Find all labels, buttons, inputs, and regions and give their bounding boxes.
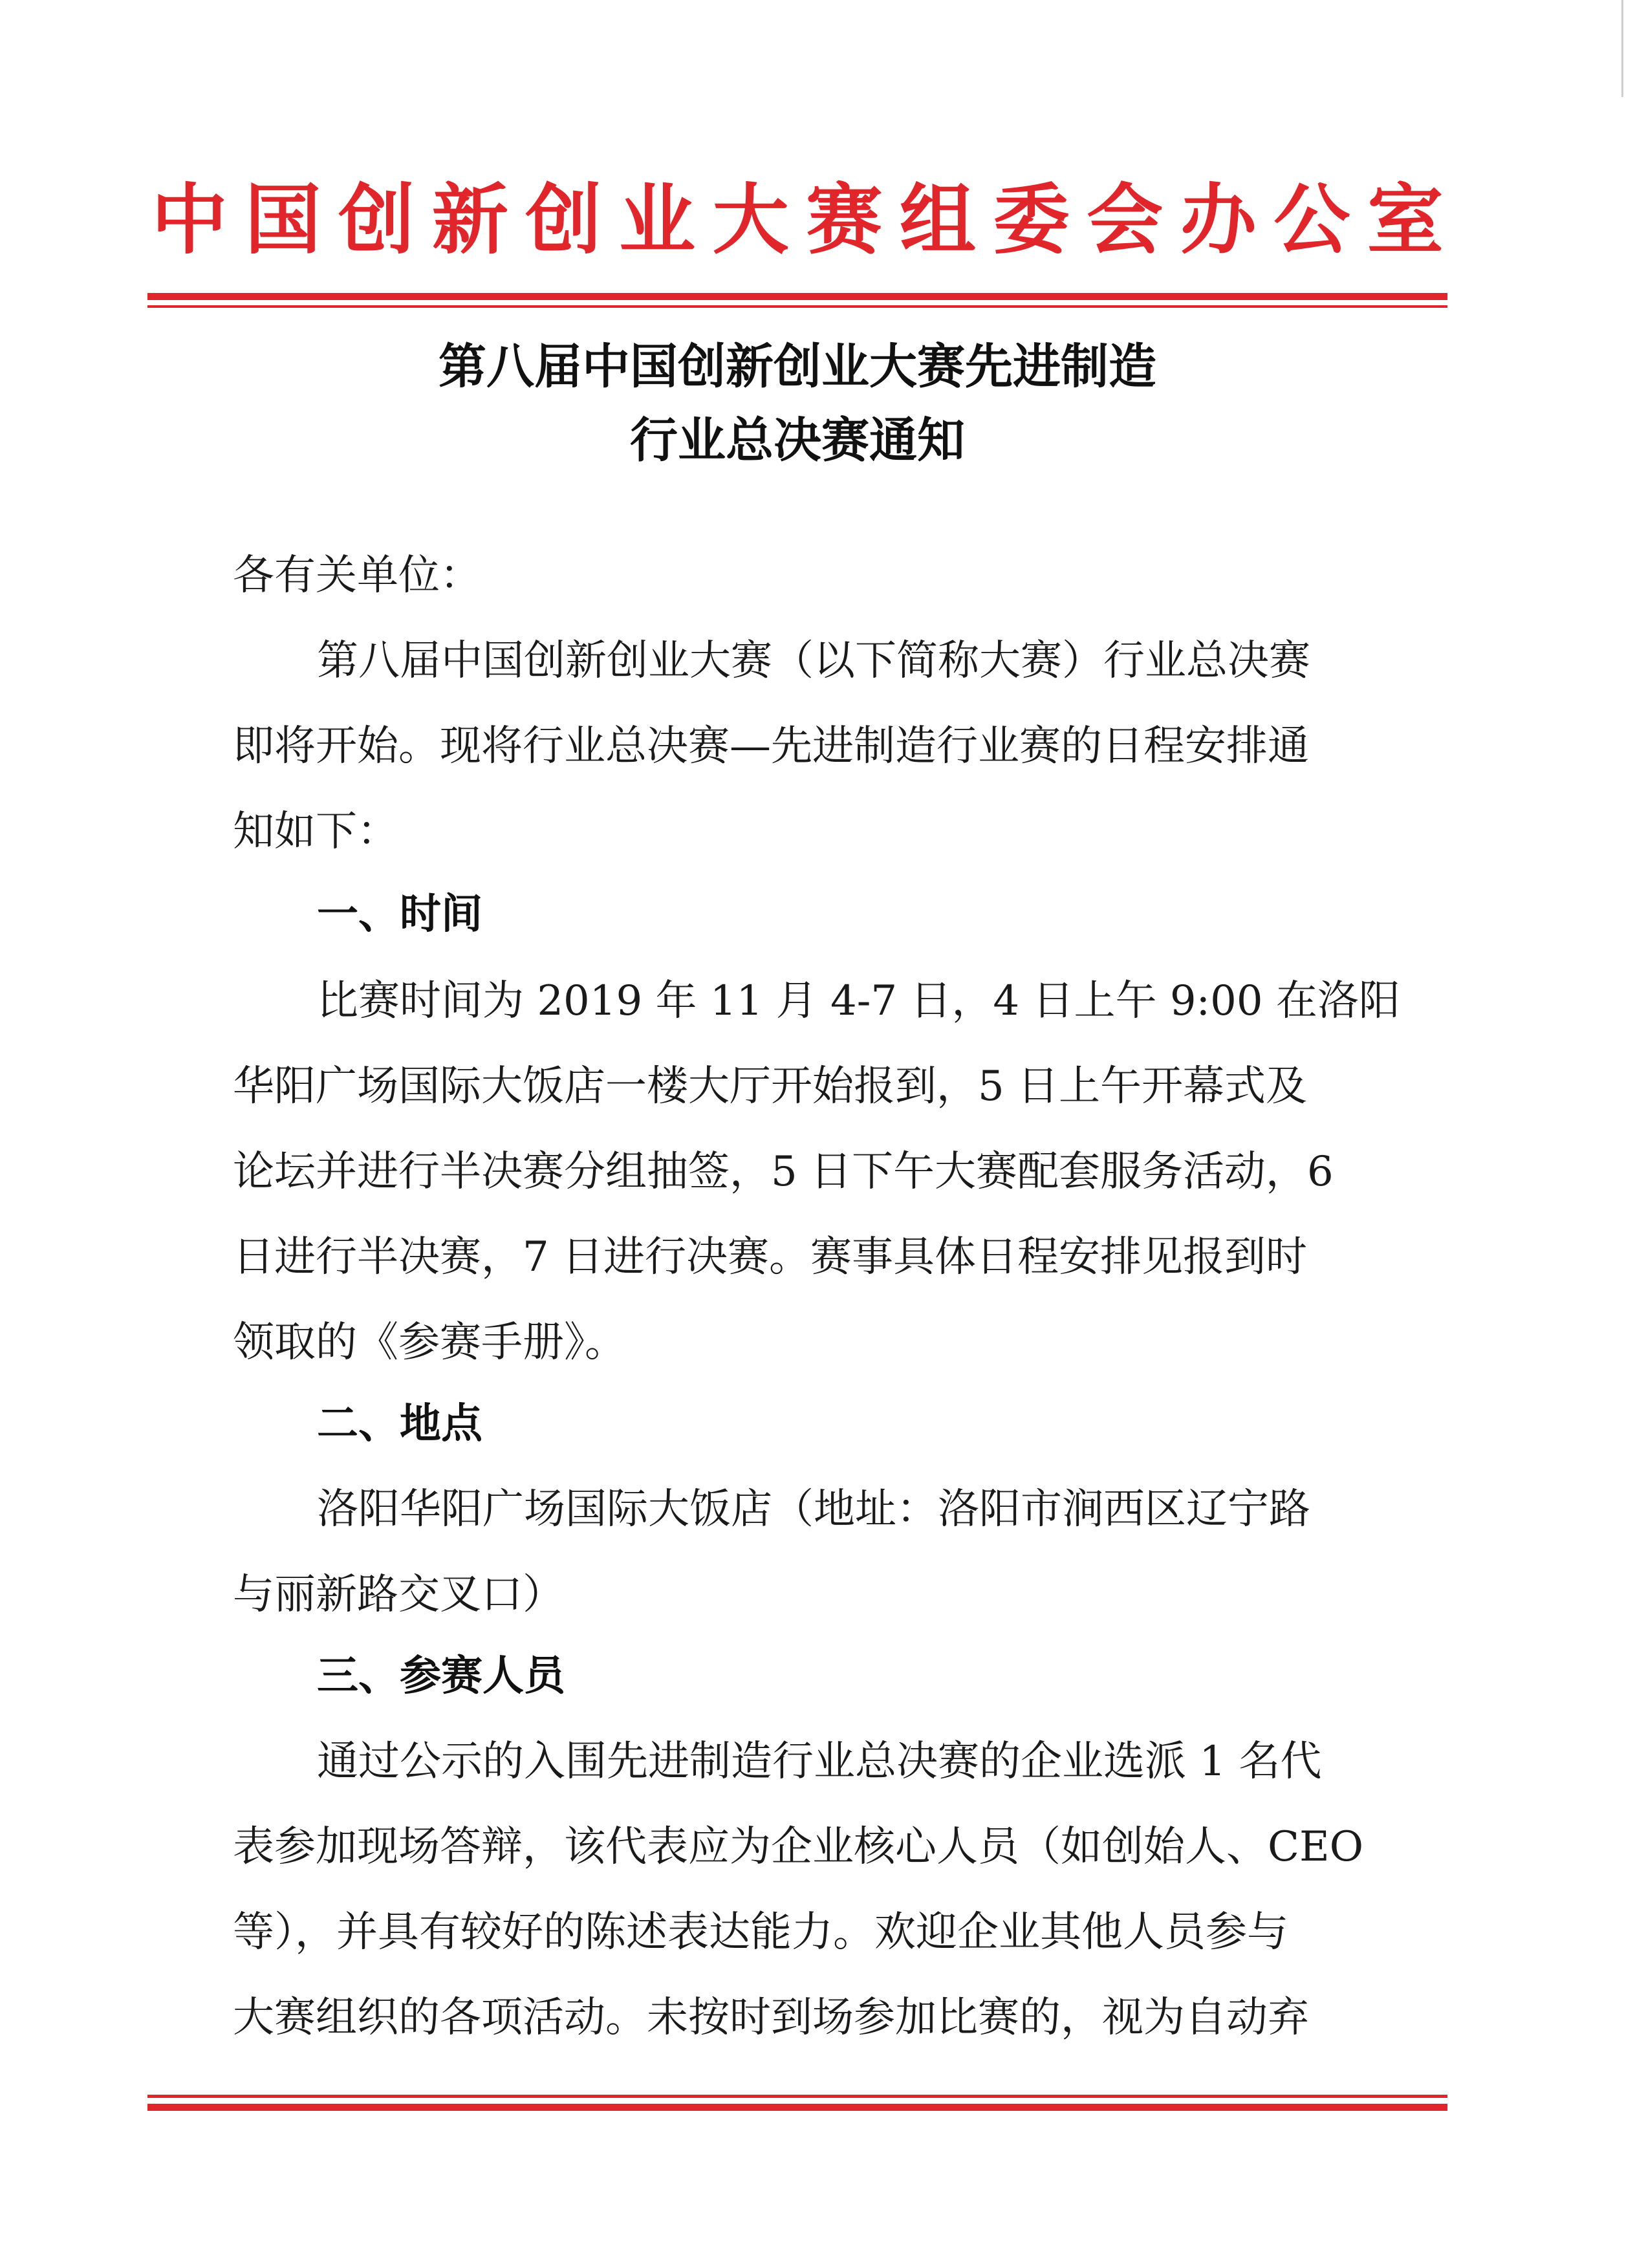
header-char: 公 bbox=[1273, 175, 1350, 265]
header-char: 新 bbox=[431, 175, 508, 265]
header-char: 国 bbox=[244, 175, 321, 265]
section-location-line: 与丽新路交叉口） bbox=[233, 1571, 564, 1619]
document-title-line1: 第八届中国创新创业大赛先进制造 bbox=[439, 339, 1156, 394]
header-char: 赛 bbox=[806, 175, 883, 265]
header-char: 室 bbox=[1367, 175, 1444, 265]
header-char: 中 bbox=[151, 175, 228, 265]
footer-rule-thick bbox=[147, 2104, 1447, 2111]
intro-line: 第八届中国创新创业大赛（以下简称大赛）行业总决赛 bbox=[317, 637, 1310, 685]
header-rule-thin bbox=[147, 305, 1447, 308]
section-time-line: 论坛并进行半决赛分组抽签，5 日下午大赛配套服务活动，6 bbox=[233, 1148, 1334, 1196]
salutation: 各有关单位： bbox=[233, 552, 481, 599]
section-participants-line: 等），并具有较好的陈述表达能力。欢迎企业其他人员参与 bbox=[233, 1908, 1288, 1956]
section-heading-time: 一、时间 bbox=[317, 891, 482, 938]
header-char: 创 bbox=[338, 175, 415, 265]
section-time-line: 华阳广场国际大饭店一楼大厅开始报到，5 日上午开幕式及 bbox=[233, 1063, 1308, 1110]
header-char: 组 bbox=[899, 175, 976, 265]
header-rule-thick bbox=[147, 293, 1447, 300]
header-char: 业 bbox=[619, 175, 696, 265]
section-heading-participants: 三、参赛人员 bbox=[317, 1652, 565, 1700]
scan-edge-artifact bbox=[1621, 0, 1623, 97]
document-title-line2: 行业总决赛通知 bbox=[630, 413, 965, 468]
header-char: 创 bbox=[525, 175, 602, 265]
section-participants-line: 大赛组织的各项活动。未按时到场参加比赛的，视为自动弃 bbox=[233, 1994, 1309, 2042]
section-location-line: 洛阳华阳广场国际大饭店（地址：洛阳市涧西区辽宁路 bbox=[317, 1485, 1310, 1533]
section-heading-location: 二、地点 bbox=[317, 1400, 482, 1448]
intro-line: 知如下： bbox=[233, 808, 398, 856]
issuing-office-header bbox=[147, 162, 1447, 265]
header-char: 大 bbox=[712, 175, 789, 265]
section-participants-line: 表参加现场答辩，该代表应为企业核心人员（如创始人、CEO bbox=[233, 1823, 1364, 1871]
intro-line: 即将开始。现将行业总决赛—先进制造行业赛的日程安排通 bbox=[233, 722, 1309, 770]
section-time-line: 领取的《参赛手册》。 bbox=[233, 1319, 626, 1366]
header-char: 办 bbox=[1180, 175, 1257, 265]
section-participants-line: 通过公示的入围先进制造行业总决赛的企业选派 1 名代 bbox=[317, 1738, 1322, 1786]
header-char: 委 bbox=[993, 175, 1070, 265]
section-time-line: 日进行半决赛，7 日进行决赛。赛事具体日程安排见报到时 bbox=[233, 1233, 1308, 1281]
footer-rule-thin bbox=[147, 2095, 1447, 2098]
header-char: 会 bbox=[1087, 175, 1164, 265]
section-time-line: 比赛时间为 2019 年 11 月 4-7 日，4 日上午 9:00 在洛阳 bbox=[317, 977, 1400, 1025]
